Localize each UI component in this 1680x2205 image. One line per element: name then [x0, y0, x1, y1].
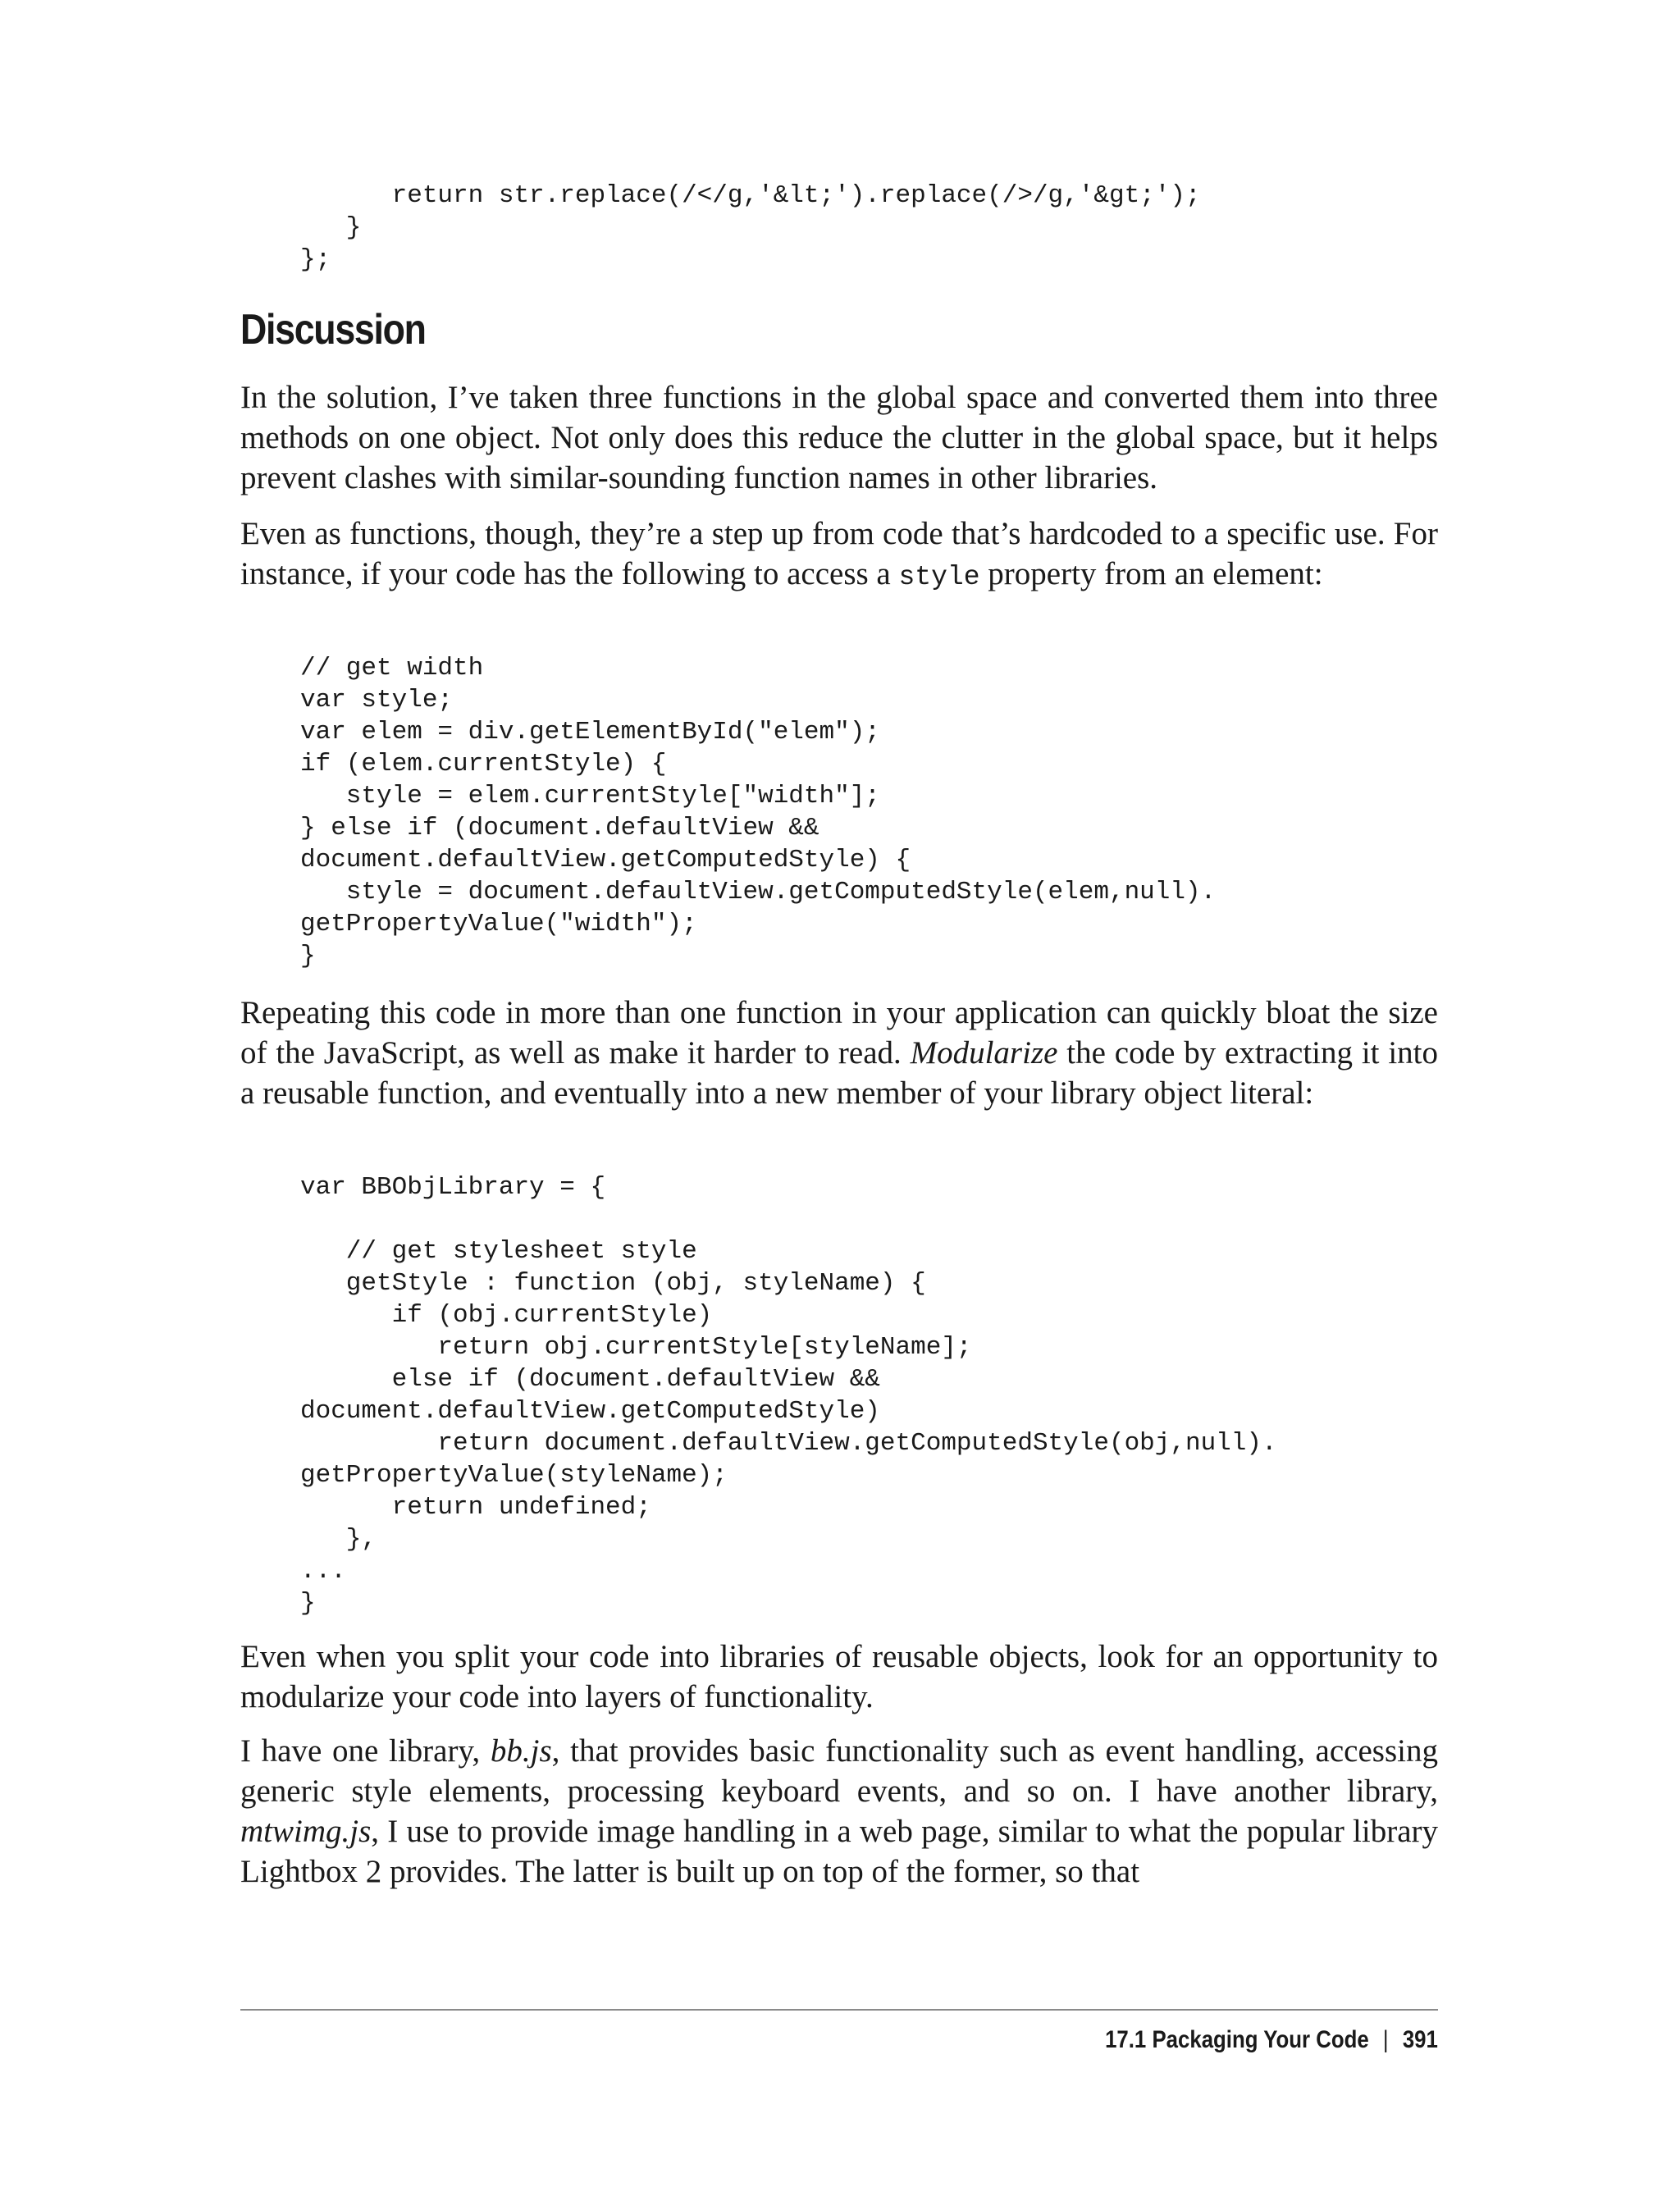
paragraph-hardcoded-use: [240, 514, 1438, 597]
paragraph-text: Repeating this code in more than one function in your application can quickly bloat the size of the JavaScript, as well as make it harder to read.: [240, 995, 1438, 1071]
footer-separator: |: [1383, 2026, 1389, 2053]
paragraph-text: Even as functions, though, they’re a step up from code that’s hardcoded to a specific use. For instance, if your code has the following to access a: [240, 516, 1438, 591]
paragraph-text: , that provides basic functionality such as event handling, accessing generic style elements, processing keyboard events, and so on. I have another library,: [240, 1733, 1438, 1809]
page-footer: [1105, 2024, 1438, 2057]
filename-bb-js: bb.js: [490, 1733, 552, 1769]
paragraph-text: , I use to provide image handling in a web page, similar to what the popular library Lightbox 2 provides. The latter is built up on top of the former, so that: [240, 1814, 1438, 1889]
footer-divider: [240, 2009, 1438, 2011]
page-number: 391: [1402, 2026, 1438, 2053]
section-heading: Discussion: [240, 306, 426, 354]
code-block-get-width: // get width var style; var elem = div.getElementById("elem"); if (elem.currentStyle) { style = elem.currentStyle["width"]; } else if (document.defaultView && document.defaultView.getComputedStyle) { style = document.defaultView.getComputedStyle(elem,null). getPropertyValue("width"); }: [300, 654, 1217, 970]
paragraph-text: I have one library,: [240, 1733, 491, 1769]
paragraph-solution-summary: In the solution, I’ve taken three functions in the global space and converted them into three methods on one object. Not only does this reduce the clutter in the global space, but it helps prevent clashes with similar-sounding function names in other libraries.: [240, 380, 1438, 495]
paragraph-text: property from an element:: [979, 556, 1323, 591]
paragraph-modularize: [240, 993, 1438, 1113]
code-block-bbobjlibrary: var BBObjLibrary = { // get stylesheet style getStyle : function (obj, styleName) { if (obj.currentStyle) return obj.currentStyle[styleName]; else if (document.defaultView && document.defaultView.getComputedStyle) return document.defaultView.getComputedStyle(obj,null). getPropertyValue(styleName); return undefined; }, ... }: [300, 1173, 1277, 1618]
filename-mtwimg-js: mtwimg.js: [240, 1814, 372, 1849]
paragraph-text: the code by extracting it into a reusable function, and eventually into a new member of your library object literal:: [240, 1035, 1439, 1111]
code-block-escape-return: return str.replace(/</g,'&lt;').replace(/>/g,'&gt;'); } };: [300, 181, 1201, 274]
footer-section-title: 17.1 Packaging Your Code: [1105, 2026, 1369, 2053]
inline-code-style: style: [898, 562, 980, 592]
emphasis-modularize: Modularize: [910, 1035, 1058, 1071]
paragraph-layers: Even when you split your code into libraries of reusable objects, look for an opportunity to modularize your code into layers of functionality.: [240, 1639, 1438, 1714]
paragraph-libraries: [240, 1731, 1438, 1892]
